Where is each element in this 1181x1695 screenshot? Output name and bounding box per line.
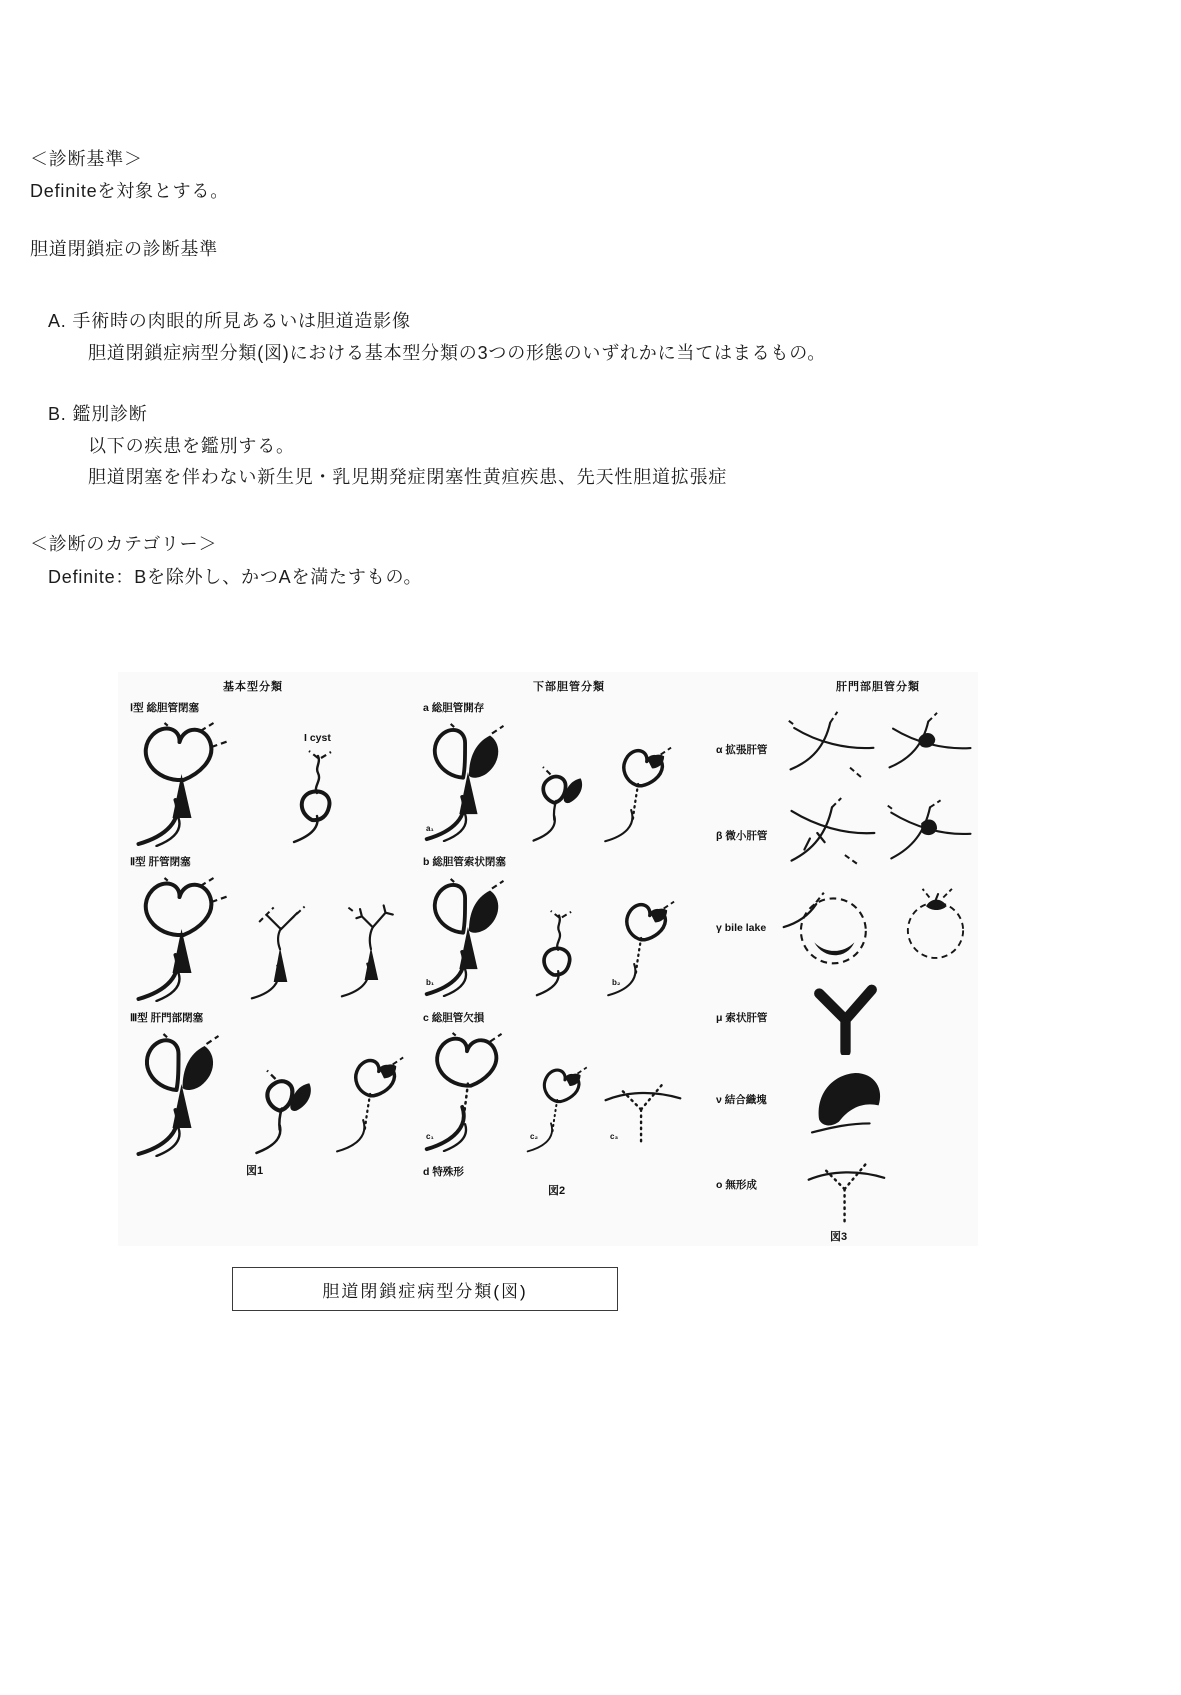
col1-header: 基本型分類 [223, 681, 283, 693]
type1-label: Ⅰ型 総胆管閉塞 [130, 702, 200, 714]
type1-cyst-label: I cyst [304, 732, 331, 744]
diagram-beta-1 [786, 794, 878, 872]
diagram-type3-sub2 [330, 1054, 412, 1154]
row-nu-label: ν 結合織塊 [716, 1094, 767, 1106]
diagram-type1-cyst [283, 750, 355, 845]
diagram-type2-main [128, 877, 233, 1002]
classification-figure [118, 672, 978, 1246]
figure-caption-box [232, 1267, 618, 1311]
criteria-subject: Definiteを対象とする。 [30, 181, 230, 201]
item-b-line2: 胆道閉塞を伴わない新生児・乳児期発症閉塞性黄疸疾患、先天性胆道拡張症 [88, 467, 728, 487]
diagram-type2-sub1 [243, 902, 328, 1002]
diagram-gamma-2 [888, 882, 983, 970]
item-a-title: A. 手術時の肉眼的所見あるいは胆道造影像 [48, 311, 411, 331]
type2-label: Ⅱ型 肝管閉塞 [130, 856, 191, 868]
diagram-mu-1 [808, 977, 883, 1055]
col3-header: 肝門部胆管分類 [836, 681, 920, 693]
item-b-line1: 以下の疾患を鑑別する。 [88, 436, 295, 456]
sub-c1-label: c₁ [426, 1132, 434, 1141]
diagram-b-sub1 [526, 910, 594, 998]
row-mu-label: μ 索状肝管 [716, 1012, 768, 1024]
row-d-label: d 特殊形 [423, 1166, 464, 1178]
diagram-type2-sub2 [333, 900, 418, 1000]
sub-b2-label: b₂ [612, 978, 621, 987]
row-gamma-label: γ bile lake [716, 922, 767, 934]
fig3-label: 図3 [830, 1231, 848, 1243]
diagram-type3-sub1 [246, 1060, 324, 1155]
diagram-type1-main [128, 722, 233, 847]
sub-a1-label: a₁ [426, 824, 434, 833]
row-a-label: a 総胆管開存 [423, 702, 485, 714]
diagram-type3-main [128, 1032, 233, 1157]
diagram-gamma-1 [778, 884, 883, 972]
col2-header: 下部胆管分類 [533, 681, 605, 693]
category-heading: ＜診断のカテゴリー＞ [30, 534, 218, 554]
diagram-beta-2 [886, 792, 974, 872]
section-heading: 胆道閉鎖症の診断基準 [30, 239, 218, 259]
type3-label: Ⅲ型 肝門部閉塞 [130, 1012, 204, 1024]
criteria-heading: ＜診断基準＞ [30, 149, 143, 169]
row-b-label: b 総胆管索状閉塞 [423, 856, 506, 868]
item-b-title: B. 鑑別診断 [48, 404, 148, 424]
row-alpha-label: α 拡張肝管 [716, 744, 768, 756]
diagram-o-1 [803, 1140, 888, 1225]
sub-c2-label: c₂ [530, 1132, 539, 1141]
row-o-label: o 無形成 [716, 1179, 757, 1191]
figure-caption: 胆道閉鎖症病型分類(図) [322, 1281, 528, 1301]
diagram-a-sub2 [600, 744, 678, 844]
item-a-body: 胆道閉鎖症病型分類(図)における基本型分類の3つの形態のいずれかに当てはまるもの。 [88, 343, 827, 363]
sub-b1-label: b₁ [426, 978, 435, 987]
category-body: Definite：Bを除外し、かつAを満たすもの。 [48, 567, 423, 587]
sub-c3-label: c₃ [610, 1132, 619, 1141]
diagram-alpha-1 [786, 710, 878, 782]
diagram-a-sub1 [526, 757, 592, 843]
fig1-label: 図1 [246, 1165, 264, 1177]
fig2-label: 図2 [548, 1185, 566, 1197]
diagram-nu-1 [803, 1064, 893, 1136]
diagram-alpha-2 [886, 707, 974, 782]
row-c-label: c 総胆管欠損 [423, 1012, 485, 1024]
row-beta-label: β 微小肝管 [716, 830, 768, 842]
